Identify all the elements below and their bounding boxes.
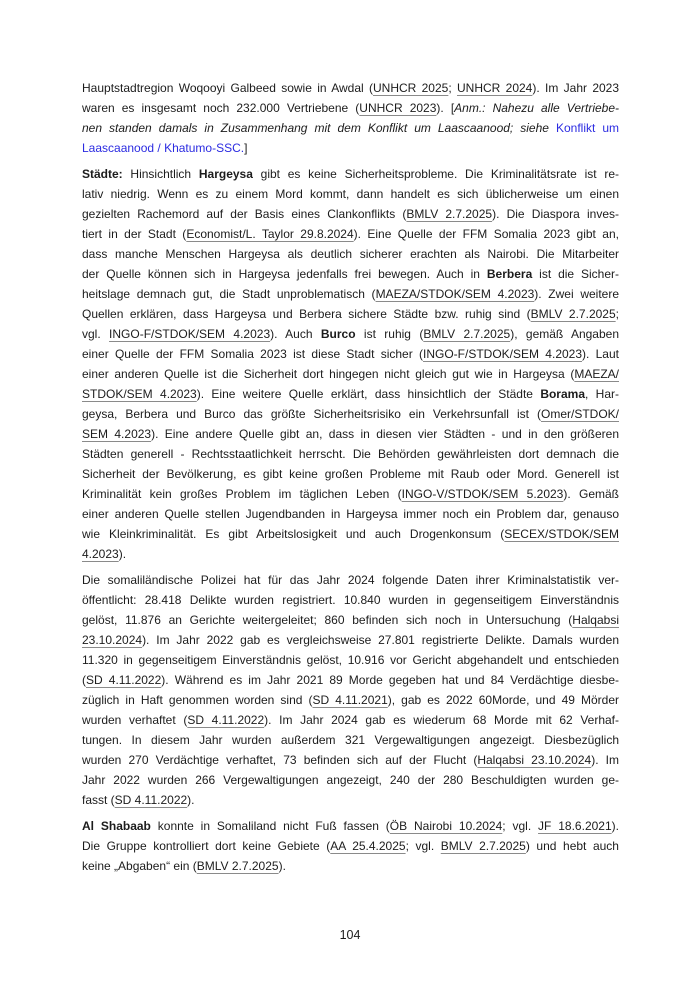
text-run: ), gemäß Angaben <box>510 327 619 341</box>
text-run: Sicherheit der Bevölkerung, es gibt keine großen Probleme mit Raub oder Mord. Generell ist <box>82 467 619 481</box>
text-run: , Har- <box>585 387 619 401</box>
text-line <box>82 364 619 384</box>
text-run: waren es insgesamt noch 232.000 Vertriebene ( <box>82 101 360 115</box>
text-run: Berbera <box>486 267 533 281</box>
text-line <box>82 444 619 464</box>
citation-link[interactable]: BMLV 2.7.2025 <box>530 307 616 321</box>
text-line <box>82 284 619 304</box>
text-run: ). Im Jahr 2023 <box>532 81 619 95</box>
text-line <box>82 610 619 630</box>
citation-link[interactable]: SD 4.11.2022 <box>187 713 265 727</box>
text-run: ). [ <box>436 101 455 115</box>
text-line <box>82 504 619 524</box>
text-run: ist die Sicher- <box>532 267 619 281</box>
text-run: ist ruhig ( <box>355 327 424 341</box>
text-line <box>82 164 619 184</box>
text-run: Borama <box>540 387 585 401</box>
text-line <box>82 650 619 670</box>
citation-link[interactable]: SD 4.11.2022 <box>86 673 162 687</box>
text-run: ). Während es im Jahr 2021 89 Morde gegeben hat und 84 Verdächtige diesbe- <box>161 673 619 687</box>
text-run: einer anderen Quelle ist die Sicherheit dort hingegen nicht gleich gut wie in Hargeysa ( <box>82 367 575 381</box>
text-line <box>82 836 619 856</box>
citation-link[interactable]: SECEX/STDOK/SEM <box>504 527 619 541</box>
text-line <box>82 324 619 344</box>
page-number: 104 <box>339 928 361 942</box>
text-run: Jahr 2022 wurden 266 Vergewaltigungen angezeigt, 240 der 280 Beschuldigten wurden ge- <box>82 773 619 787</box>
text-line <box>82 184 619 204</box>
citation-link[interactable]: 4.2023 <box>82 547 119 561</box>
text-line <box>82 790 619 810</box>
text-line <box>82 244 619 264</box>
text-run: ] <box>244 141 248 155</box>
text-run: wie Kleinkriminalität. Es gibt Arbeitslosigkeit und auch Drogenkonsum ( <box>82 527 505 541</box>
citation-link[interactable]: SD 4.11.2021 <box>312 693 388 707</box>
text-run: tiert in der Stadt ( <box>82 227 187 241</box>
text-line <box>82 730 619 750</box>
citation-link[interactable]: SD 4.11.2022 <box>114 793 188 807</box>
text-line <box>82 464 619 484</box>
citation-link[interactable]: JF 18.6.2021 <box>538 819 612 833</box>
text-line <box>82 304 619 324</box>
text-line <box>82 590 619 610</box>
text-run: konnte in Somaliland nicht Fuß fassen ( <box>150 819 390 833</box>
text-run: Anm.: Nahezu alle Vertriebe- <box>454 101 619 115</box>
text-line <box>82 384 619 404</box>
text-run: wurden 270 Verdächtige verhaftet, 73 befinden sich auf der Flucht ( <box>82 753 478 767</box>
citation-link[interactable]: BMLV 2.7.2025 <box>406 207 493 221</box>
text-run: ). Im Jahr 2022 gab es vergleichsweise 27.801 registrierte Delikte. Damals wurden <box>142 633 619 647</box>
text-run: ). Eine Quelle der FFM Somalia 2023 gibt an, <box>353 227 619 241</box>
text-line <box>82 710 619 730</box>
citation-link[interactable]: 23.10.2024 <box>82 633 143 647</box>
para-al-shabaab <box>82 816 619 876</box>
text-run: ( <box>82 673 86 687</box>
text-run: Städten generell - Rechtsstaatlichkeit herrscht. Die Behörden gewährleisten dort demnach die <box>82 447 619 461</box>
text-run: ), gab es 2022 60Morde, und 49 Mörder <box>387 693 619 707</box>
text-line <box>82 138 619 158</box>
text-run: vgl. <box>82 327 110 341</box>
citation-link[interactable]: SEM 4.2023 <box>82 427 152 441</box>
text-run: Die Gruppe kontrolliert dort keine Gebiete ( <box>82 839 331 853</box>
citation-link[interactable]: INGO-F/STDOK/SEM 4.2023 <box>109 327 271 341</box>
text-line <box>82 770 619 790</box>
text-run: Hargeysa <box>198 167 253 181</box>
text-line <box>82 344 619 364</box>
citation-link[interactable]: INGO-V/STDOK/SEM 5.2023 <box>401 487 564 501</box>
text-run: dass manche Menschen Hargeysa als deutlich sicherer erachten als Nairobi. Die Mitarbeiter <box>82 247 619 261</box>
page-content <box>82 78 619 882</box>
text-run: tungen. In diesem Jahr wurden außerdem 321 Vergewaltigungen angezeigt. Diesbezüglich <box>82 733 619 747</box>
text-line <box>82 816 619 836</box>
text-run: einer Quelle der FFM Somalia 2023 ist diese Stadt sicher ( <box>82 347 424 361</box>
text-line <box>82 98 619 118</box>
citation-link[interactable]: Halqabsi 23.10.2024 <box>477 753 592 767</box>
text-run: Städte: <box>82 167 123 181</box>
citation-link[interactable]: STDOK/SEM 4.2023 <box>82 387 197 401</box>
text-line <box>82 544 619 564</box>
text-line <box>82 404 619 424</box>
para-kriminalstatistik <box>82 570 619 810</box>
text-run: keine „Abgaben“ ein ( <box>82 859 197 873</box>
citation-link[interactable]: BMLV 2.7.2025 <box>440 839 526 853</box>
text-line <box>82 524 619 544</box>
text-run: ). Gemäß <box>563 487 619 501</box>
text-line <box>82 570 619 590</box>
text-run: ). <box>278 859 286 873</box>
text-run: der Quelle können sich in Hargeysa jedenfalls frei bewegen. Auch in <box>82 267 487 281</box>
text-run: ). Laut <box>582 347 619 361</box>
citation-link[interactable]: Economist/L. Taylor 29.8.2024 <box>186 227 354 241</box>
text-line <box>82 750 619 770</box>
text-run: ). Im <box>591 753 619 767</box>
citation-link[interactable]: INGO-F/STDOK/SEM 4.2023 <box>423 347 583 361</box>
text-run: ). <box>187 793 195 807</box>
text-run: ). <box>118 547 127 561</box>
text-line <box>82 856 619 876</box>
text-run: ) und hebt auch <box>525 839 619 853</box>
citation-link[interactable]: UNHCR 2025 <box>372 81 449 95</box>
para-idp-continuation <box>82 78 619 158</box>
citation-link[interactable]: BMLV 2.7.2025 <box>196 859 279 873</box>
citation-link[interactable]: MAEZA/STDOK/SEM 4.2023 <box>375 287 535 301</box>
text-line <box>82 424 619 444</box>
text-run: öffentlicht: 28.418 Delikte wurden registriert. 10.840 wurden in gegenseitigem Einverständnis <box>82 593 619 607</box>
text-line <box>82 484 619 504</box>
text-line <box>82 78 619 98</box>
citation-link[interactable]: UNHCR 2023 <box>359 101 437 115</box>
citation-link[interactable]: Halqabsi <box>572 613 619 627</box>
text-run: fasst ( <box>82 793 115 807</box>
text-run: ; vgl. <box>405 839 441 853</box>
text-line <box>82 690 619 710</box>
text-run: einer anderen Quelle stellen Jugendbanden in Hargeysa immer noch ein Problem dar, genauso <box>82 507 619 521</box>
para-staedte <box>82 164 619 564</box>
text-run: ). Eine andere Quelle gibt an, dass in diesen vier Städten - und in den größeren <box>151 427 619 441</box>
citation-link[interactable]: MAEZA/ <box>574 367 619 381</box>
text-line <box>82 630 619 650</box>
citation-link[interactable]: AA 25.4.2025 <box>330 839 406 853</box>
text-run: ; <box>448 81 457 95</box>
text-line <box>82 264 619 284</box>
internal-link[interactable]: Laascaanood / Khatumo-SSC. <box>82 141 245 155</box>
text-run: ; <box>615 307 619 321</box>
text-run: Al Shabaab <box>82 819 151 833</box>
internal-link[interactable]: Konflikt um <box>555 121 619 135</box>
citation-link[interactable]: UNHCR 2024 <box>457 81 533 95</box>
text-run: geysa, Berbera und Burco das größte Sicherheitsrisiko ein Verkehrsunfall ist ( <box>82 407 541 421</box>
text-run: wurden verhaftet ( <box>82 713 188 727</box>
text-line <box>82 670 619 690</box>
text-run: Kriminalität kein großes Problem im täglichen Leben ( <box>82 487 402 501</box>
text-line <box>82 224 619 244</box>
text-run: heitslage demnach gut, die Stadt unproblematisch ( <box>82 287 376 301</box>
citation-link[interactable]: Omer/STDOK/ <box>540 407 619 421</box>
text-run: ). Eine weitere Quelle erklärt, dass hinsichtlich der Städte <box>196 387 541 401</box>
text-run: Hauptstadtregion Woqooyi Galbeed sowie in Awdal ( <box>82 81 373 95</box>
text-run: Hinsichtlich <box>122 167 199 181</box>
text-run: Die somaliländische Polizei hat für das Jahr 2024 folgende Daten ihrer Kriminalstatistik ver- <box>82 573 619 587</box>
text-line <box>82 118 619 138</box>
text-run: ). Im Jahr 2024 gab es wiederum 68 Morde mit 62 Verhaf- <box>264 713 619 727</box>
text-run: Quellen erklären, dass Hargeysa und Berbera sichere Städte bzw. ruhig sind ( <box>82 307 531 321</box>
citation-link[interactable]: ÖB Nairobi 10.2024 <box>389 819 503 833</box>
text-run: ; vgl. <box>502 819 539 833</box>
text-run: 11.320 in gegenseitigem Einverständnis gelöst, 10.916 vor Gericht abgehandelt und entschieden <box>82 653 619 667</box>
text-run: nen standen damals in Zusammenhang mit dem Konflikt um Laascaanood; siehe <box>82 121 556 135</box>
text-run: ). Auch <box>270 327 321 341</box>
text-run: züglich in Haft genommen worden sind ( <box>82 693 313 707</box>
text-run: Burco <box>320 327 356 341</box>
text-run: lativ niedrig. Wenn es zu einem Mord kommt, dann handelt es sich üblicherweise um einen <box>82 187 619 201</box>
text-run: gelöst, 11.876 an Gerichte weitergeleitet; 860 befinden sich noch in Untersuchung ( <box>82 613 573 627</box>
text-run: gezielten Rachemord auf der Basis eines Clankonflikts ( <box>82 207 407 221</box>
text-run: ). Die Diaspora inves- <box>492 207 619 221</box>
text-run: ). Zwei weitere <box>534 287 619 301</box>
text-run: ). <box>611 819 619 833</box>
text-line <box>82 204 619 224</box>
text-run: gibt es keine Sicherheitsprobleme. Die Kriminalitätsrate ist re- <box>252 167 619 181</box>
citation-link[interactable]: BMLV 2.7.2025 <box>423 327 511 341</box>
